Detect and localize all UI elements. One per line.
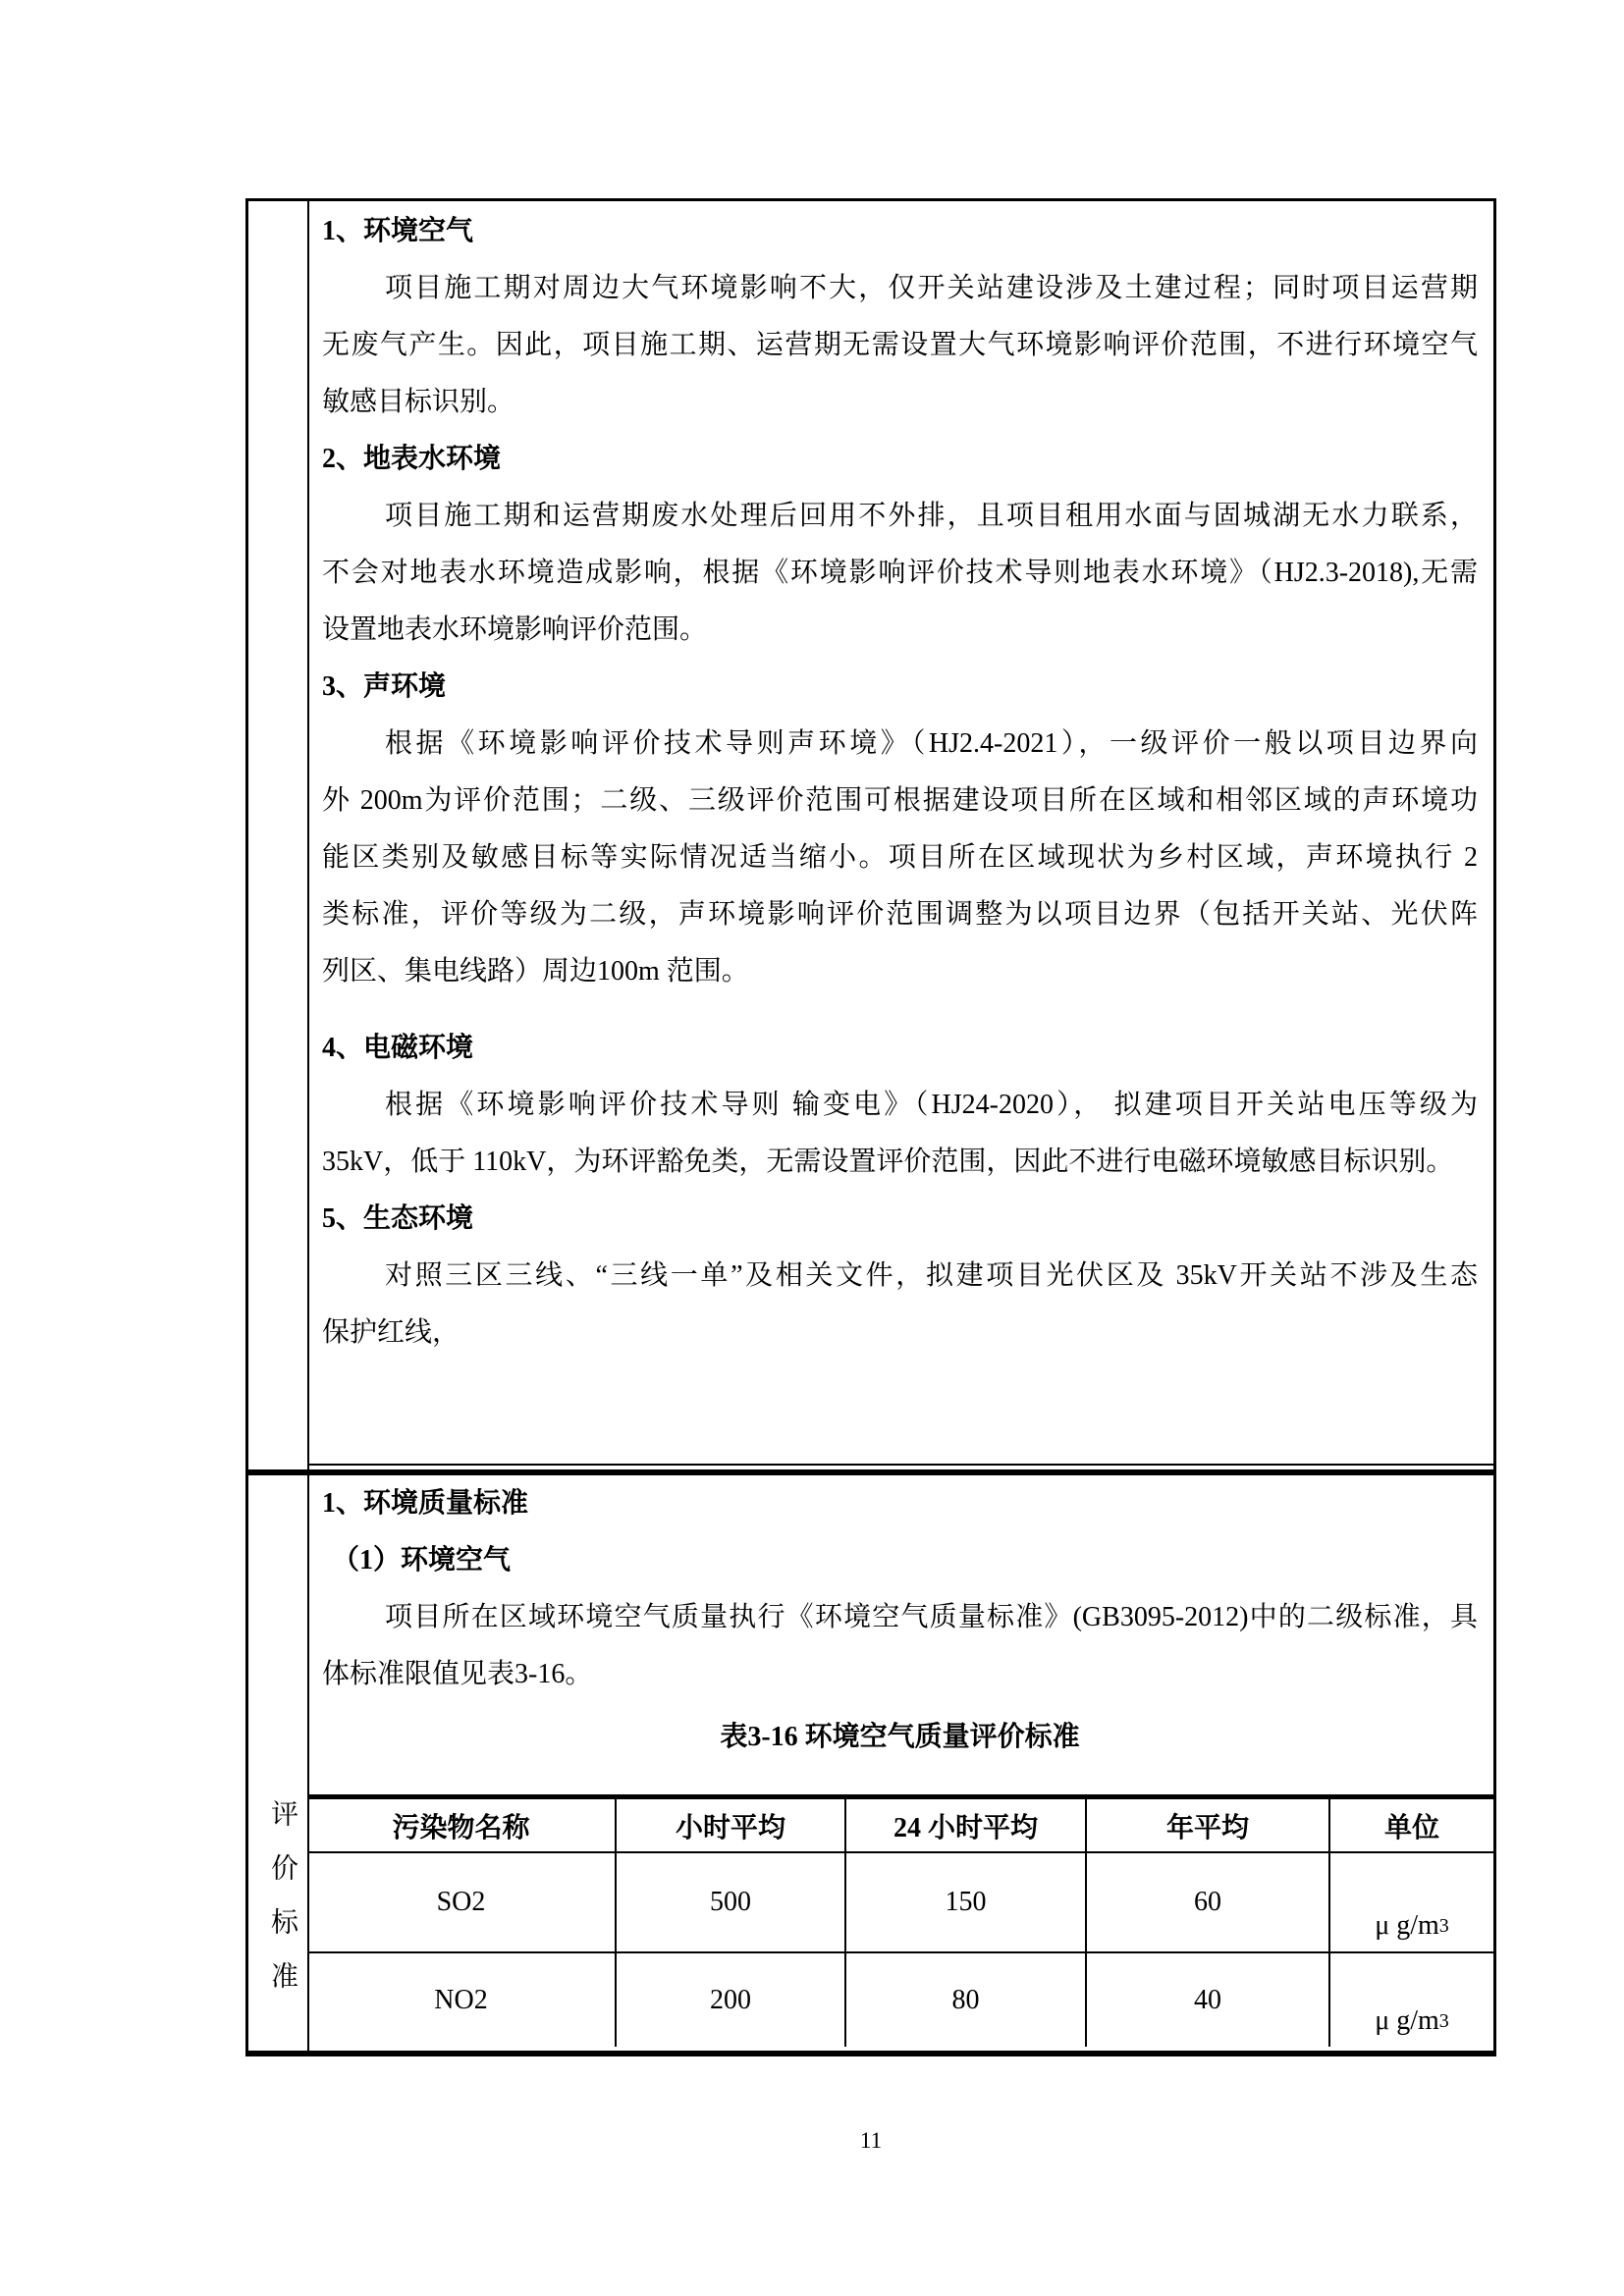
text-line: 对照三区三线、“三线一单”及相关文件，拟建项目光伏区及 35kV开关站不涉及生态 (385, 1260, 1478, 1291)
section-heading: 4、电磁环境 (322, 1033, 474, 1063)
subsection-heading: （1）环境空气 (332, 1545, 512, 1575)
cell-year-avg: 60 (1087, 1853, 1330, 1953)
cell-hour-avg: 200 (617, 1953, 846, 2047)
text-line: 外 200m为评价范围；二级、三级评价范围可根据建设项目所在区域和相邻区域的声环境功 (322, 785, 1478, 816)
text-line: 根据《环境影响评价技术导则声环境》（HJ2.4-2021），一级评价一般以项目边界向 (385, 728, 1478, 759)
section-heading: 1、环境空气 (322, 216, 474, 246)
row-boundary-line (307, 1464, 1493, 1466)
unit-text: μ g/m (1375, 2005, 1439, 2036)
text-line: 列区、集电线路）周边100m 范围。 (322, 956, 749, 987)
table-title: 表3-16 环境空气质量评价标准 (720, 1722, 1080, 1752)
section-block-impact-scope (309, 203, 1491, 1362)
column-header-24hour-avg: 24 小时平均 (846, 1799, 1087, 1853)
page-number: 11 (859, 2128, 883, 2153)
cell-hour-avg: 500 (617, 1853, 846, 1953)
table-header-row (307, 1799, 1493, 1853)
text-line: 敏感目标识别。 (322, 387, 515, 417)
section-heading: 1、环境质量标准 (322, 1488, 529, 1519)
text-line: 不会对地表水环境造成影响，根据《环境影响评价技术导则地表水环境》（HJ2.3-2018),无需 (322, 558, 1478, 588)
section-heading: 5、生态环境 (322, 1203, 474, 1234)
cell-pollutant-name: NO2 (307, 1953, 617, 2047)
text-line: 项目所在区域环境空气质量执行《环境空气质量标准》(GB3095-2012)中的二级标准，具 (385, 1602, 1478, 1632)
column-header-hour-avg: 小时平均 (617, 1799, 846, 1853)
text-line: 体标准限值见表3-16。 (322, 1659, 593, 1689)
text-line: 类标准，评价等级为二级，声环境影响评价范围调整为以项目边界（包括开关站、光伏阵 (322, 899, 1478, 930)
section-heading: 2、地表水环境 (322, 444, 502, 474)
document-outer-table (245, 198, 1496, 2056)
cell-year-avg: 40 (1087, 1953, 1330, 2047)
column-header-year-avg: 年平均 (1087, 1799, 1330, 1853)
cell-24hour-avg: 80 (846, 1953, 1087, 2047)
table-row (307, 1953, 1493, 2047)
air-quality-standard-table (307, 1794, 1493, 2047)
column-header-unit: 单位 (1330, 1799, 1493, 1853)
text-line: 35kV，低于 110kV，为环评豁免类，无需设置评价范围，因此不进行电磁环境敏感目标识别。 (322, 1147, 1454, 1177)
cell-unit (1330, 1953, 1493, 2047)
text-line: 项目施工期和运营期废水处理后回用不外排，且项目租用水面与固城湖无水力联系， (385, 501, 1478, 531)
unit-superscript: 3 (1438, 2010, 1449, 2032)
text-line: 保护红线， (322, 1317, 460, 1348)
cell-24hour-avg: 150 (846, 1853, 1087, 1953)
column-header-pollutant: 污染物名称 (307, 1799, 617, 1853)
unit-superscript: 3 (1438, 1915, 1449, 1937)
text-line: 无废气产生。因此，项目施工期、运营期无需设置大气环境影响评价范围，不进行环境空气 (322, 330, 1478, 360)
text-line: 项目施工期对周边大气环境影响不大，仅开关站建设涉及土建过程；同时项目运营期 (385, 273, 1478, 303)
table-row (307, 1853, 1493, 1953)
text-line: 根据《环境影响评价技术导则 输变电》（HJ24-2020）， 拟建项目开关站电压等级为 (385, 1090, 1478, 1120)
section-block-quality-standard (309, 1475, 1491, 1766)
row-label-evaluation-standard: 评价标准 (267, 1799, 298, 2015)
text-line: 设置地表水环境影响评价范围。 (322, 614, 708, 645)
cell-unit (1330, 1853, 1493, 1953)
cell-pollutant-name: SO2 (307, 1853, 617, 1953)
text-line: 能区类别及敏感目标等实际情况适当缩小。项目所在区域现状为乡村区域，声环境执行 2 (322, 842, 1478, 873)
unit-text: μ g/m (1375, 1910, 1439, 1941)
section-heading: 3、声环境 (322, 671, 447, 702)
